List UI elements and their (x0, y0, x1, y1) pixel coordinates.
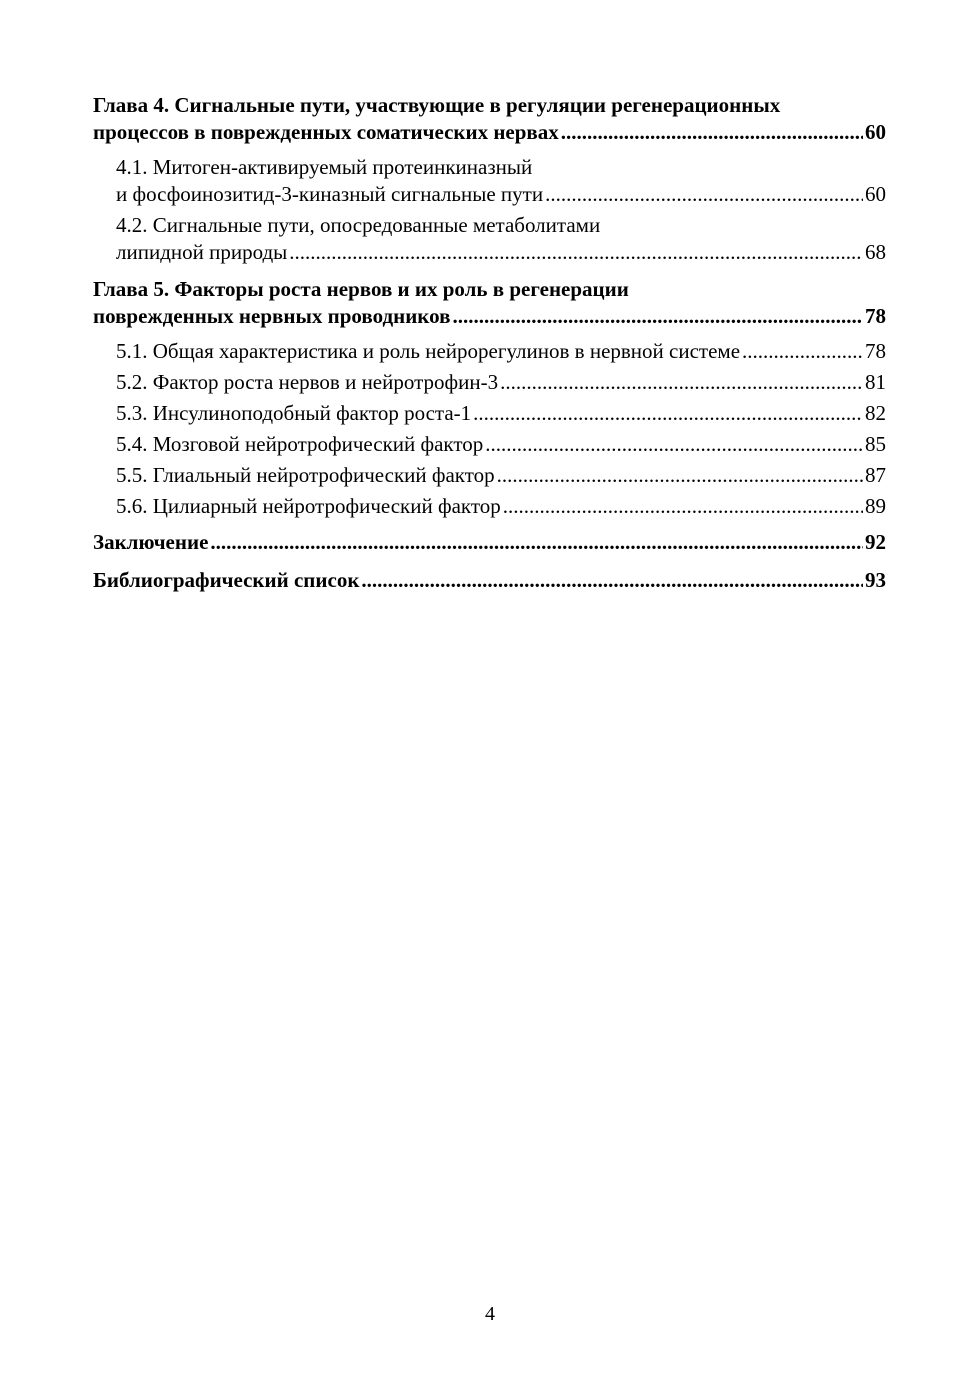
toc-page-number: 82 (865, 401, 886, 425)
toc-entry-label: поврежденных нервных проводников (93, 304, 451, 328)
toc-entry-section-5-5[interactable] (93, 462, 886, 489)
toc-entry-label: 5.5. Глиальный нейротрофический фактор (116, 463, 495, 487)
toc-entry-section-5-1[interactable] (93, 338, 886, 365)
toc-line (116, 181, 886, 208)
toc-entry-label: 4.2. Сигнальные пути, опосредованные метаболитами (116, 213, 601, 237)
toc-page-number: 68 (865, 240, 886, 264)
toc-entry-section-5-4[interactable] (93, 431, 886, 458)
toc-entry-section-5-3[interactable] (93, 400, 886, 427)
toc-line (116, 493, 886, 520)
toc-line (116, 154, 886, 181)
dot-leader (503, 493, 863, 520)
toc-line (93, 303, 886, 330)
toc-page-number: 85 (865, 432, 886, 456)
toc-line (116, 462, 886, 489)
toc-entry-label: 5.6. Цилиарный нейротрофический фактор (116, 494, 501, 518)
toc-entry-label: процессов в поврежденных соматических нервах (93, 120, 559, 144)
toc-page-number: 93 (865, 568, 886, 592)
toc-line (116, 431, 886, 458)
toc-page-number: 60 (865, 120, 886, 144)
toc-entry-label: 4.1. Митоген-активируемый протеинкиназный (116, 155, 533, 179)
toc-entry-bibliography[interactable] (93, 567, 886, 594)
toc-entry-label: 5.2. Фактор роста нервов и нейротрофин-3 (116, 370, 499, 394)
toc-line (93, 92, 886, 119)
toc-entry-chapter-5[interactable] (93, 276, 886, 330)
toc-entry-label: и фосфоинозитид-3-киназный сигнальные пути (116, 182, 544, 206)
dot-leader (452, 303, 863, 330)
dot-leader (485, 431, 863, 458)
toc-line (93, 276, 886, 303)
dot-leader (742, 338, 863, 365)
toc-line (116, 338, 886, 365)
toc-line (93, 529, 886, 556)
toc-entry-chapter-4[interactable] (93, 92, 886, 146)
dot-leader (497, 462, 863, 489)
dot-leader (545, 181, 863, 208)
dot-leader (500, 369, 863, 396)
toc-line (116, 369, 886, 396)
dot-leader (289, 239, 863, 266)
toc-page-number: 81 (865, 370, 886, 394)
dot-leader (210, 529, 863, 556)
dot-leader (473, 400, 863, 427)
toc-page-number: 89 (865, 494, 886, 518)
toc-entry-label: липидной природы (116, 240, 288, 264)
toc-entry-label: 5.3. Инсулиноподобный фактор роста-1 (116, 401, 472, 425)
page-number: 4 (485, 1303, 495, 1325)
toc-entry-label: Глава 5. Факторы роста нервов и их роль в регенерации (93, 277, 629, 301)
dot-leader (361, 567, 863, 594)
toc-page-number: 60 (865, 182, 886, 206)
toc-line (116, 400, 886, 427)
toc-line (116, 239, 886, 266)
toc-line (93, 119, 886, 146)
toc-page-number: 78 (865, 339, 886, 363)
toc-entry-label: 5.4. Мозговой нейротрофический фактор (116, 432, 484, 456)
toc-page-number: 78 (865, 304, 886, 328)
toc-entry-label: Глава 4. Сигнальные пути, участвующие в регуляции регенерационных (93, 93, 781, 117)
toc-entry-section-4-2[interactable] (93, 212, 886, 266)
dot-leader (561, 119, 863, 146)
toc-entry-conclusion[interactable] (93, 529, 886, 556)
toc-entry-section-4-1[interactable] (93, 154, 886, 208)
toc-entry-section-5-2[interactable] (93, 369, 886, 396)
table-of-contents (93, 92, 886, 594)
toc-line (93, 567, 886, 594)
toc-entry-section-5-6[interactable] (93, 493, 886, 520)
toc-line (116, 212, 886, 239)
toc-page-number: 92 (865, 530, 886, 554)
toc-entry-label: 5.1. Общая характеристика и роль нейрорегулинов в нервной системе (116, 339, 741, 363)
toc-entry-label: Заключение (93, 530, 209, 554)
toc-entry-label: Библиографический список (93, 568, 360, 592)
toc-page-number: 87 (865, 463, 886, 487)
